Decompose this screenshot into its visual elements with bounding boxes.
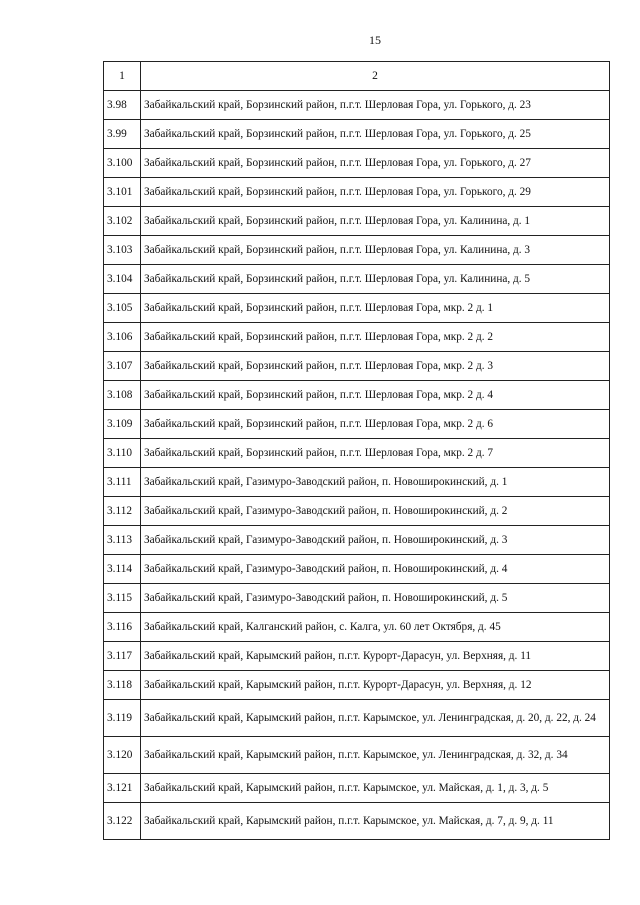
row-address: Забайкальский край, Борзинский район, п.г.т. Шерловая Гора, ул. Калинина, д. 3 — [141, 236, 610, 265]
row-number: 3.118 — [104, 671, 141, 700]
table-row — [104, 207, 610, 236]
row-address: Забайкальский край, Борзинский район, п.г.т. Шерловая Гора, ул. Калинина, д. 5 — [141, 265, 610, 294]
row-number: 3.114 — [104, 555, 141, 584]
table-row — [104, 613, 610, 642]
row-address: Забайкальский край, Газимуро-Заводский район, п. Новоширокинский, д. 2 — [141, 497, 610, 526]
row-number: 3.112 — [104, 497, 141, 526]
table-header-row — [104, 62, 610, 91]
row-number: 3.107 — [104, 352, 141, 381]
row-address: Забайкальский край, Карымский район, п.г.т. Курорт-Дарасун, ул. Верхняя, д. 11 — [141, 642, 610, 671]
table-row — [104, 265, 610, 294]
table-row — [104, 120, 610, 149]
row-address: Забайкальский край, Борзинский район, п.г.т. Шерловая Гора, мкр. 2 д. 2 — [141, 323, 610, 352]
row-address: Забайкальский край, Борзинский район, п.г.т. Шерловая Гора, мкр. 2 д. 4 — [141, 381, 610, 410]
table-row — [104, 774, 610, 803]
table-row — [104, 323, 610, 352]
table-row — [104, 584, 610, 613]
table-row — [104, 526, 610, 555]
row-number: 3.108 — [104, 381, 141, 410]
row-address: Забайкальский край, Карымский район, п.г.т. Карымское, ул. Майская, д. 7, д. 9, д. 11 — [141, 803, 610, 840]
row-number: 3.121 — [104, 774, 141, 803]
table-row — [104, 737, 610, 774]
column-header-number: 1 — [104, 62, 141, 91]
address-table — [103, 61, 610, 840]
row-number: 3.106 — [104, 323, 141, 352]
row-address: Забайкальский край, Борзинский район, п.г.т. Шерловая Гора, мкр. 2 д. 1 — [141, 294, 610, 323]
row-number: 3.119 — [104, 700, 141, 737]
row-number: 3.116 — [104, 613, 141, 642]
row-number: 3.113 — [104, 526, 141, 555]
row-address: Забайкальский край, Борзинский район, п.г.т. Шерловая Гора, ул. Горького, д. 25 — [141, 120, 610, 149]
row-number: 3.99 — [104, 120, 141, 149]
table-row — [104, 468, 610, 497]
row-number: 3.100 — [104, 149, 141, 178]
row-address: Забайкальский край, Борзинский район, п.г.т. Шерловая Гора, мкр. 2 д. 6 — [141, 410, 610, 439]
table-row — [104, 803, 610, 840]
row-address: Забайкальский край, Газимуро-Заводский район, п. Новоширокинский, д. 1 — [141, 468, 610, 497]
table-row — [104, 555, 610, 584]
row-number: 3.103 — [104, 236, 141, 265]
row-number: 3.102 — [104, 207, 141, 236]
row-address: Забайкальский край, Борзинский район, п.г.т. Шерловая Гора, ул. Калинина, д. 1 — [141, 207, 610, 236]
row-address: Забайкальский край, Борзинский район, п.г.т. Шерловая Гора, ул. Горького, д. 29 — [141, 178, 610, 207]
table-row — [104, 236, 610, 265]
table-row — [104, 410, 610, 439]
table-row — [104, 439, 610, 468]
page-number: 15 — [369, 33, 381, 47]
row-number: 3.110 — [104, 439, 141, 468]
row-address: Забайкальский край, Карымский район, п.г.т. Карымское, ул. Ленинградская, д. 20, д. 22, д. 24 — [141, 700, 610, 737]
row-address: Забайкальский край, Борзинский район, п.г.т. Шерловая Гора, мкр. 2 д. 3 — [141, 352, 610, 381]
row-number: 3.115 — [104, 584, 141, 613]
column-header-address: 2 — [141, 62, 610, 91]
table-row — [104, 352, 610, 381]
row-address: Забайкальский край, Карымский район, п.г.т. Курорт-Дарасун, ул. Верхняя, д. 12 — [141, 671, 610, 700]
row-address: Забайкальский край, Борзинский район, п.г.т. Шерловая Гора, ул. Горького, д. 27 — [141, 149, 610, 178]
row-address: Забайкальский край, Газимуро-Заводский район, п. Новоширокинский, д. 5 — [141, 584, 610, 613]
row-number: 3.105 — [104, 294, 141, 323]
row-number: 3.117 — [104, 642, 141, 671]
table-row — [104, 149, 610, 178]
row-address: Забайкальский край, Газимуро-Заводский район, п. Новоширокинский, д. 3 — [141, 526, 610, 555]
table-row — [104, 497, 610, 526]
table-row — [104, 178, 610, 207]
table-row — [104, 381, 610, 410]
row-address: Забайкальский край, Газимуро-Заводский район, п. Новоширокинский, д. 4 — [141, 555, 610, 584]
row-address: Забайкальский край, Карымский район, п.г.т. Карымское, ул. Ленинградская, д. 32, д. 34 — [141, 737, 610, 774]
row-number: 3.120 — [104, 737, 141, 774]
row-address: Забайкальский край, Карымский район, п.г.т. Карымское, ул. Майская, д. 1, д. 3, д. 5 — [141, 774, 610, 803]
row-number: 3.122 — [104, 803, 141, 840]
table-row — [104, 700, 610, 737]
table-row — [104, 294, 610, 323]
row-address: Забайкальский край, Калганский район, с. Калга, ул. 60 лет Октября, д. 45 — [141, 613, 610, 642]
row-number: 3.98 — [104, 91, 141, 120]
table-row — [104, 91, 610, 120]
row-number: 3.109 — [104, 410, 141, 439]
row-number: 3.104 — [104, 265, 141, 294]
table-row — [104, 671, 610, 700]
row-address: Забайкальский край, Борзинский район, п.г.т. Шерловая Гора, мкр. 2 д. 7 — [141, 439, 610, 468]
table-row — [104, 642, 610, 671]
row-number: 3.111 — [104, 468, 141, 497]
row-number: 3.101 — [104, 178, 141, 207]
row-address: Забайкальский край, Борзинский район, п.г.т. Шерловая Гора, ул. Горького, д. 23 — [141, 91, 610, 120]
